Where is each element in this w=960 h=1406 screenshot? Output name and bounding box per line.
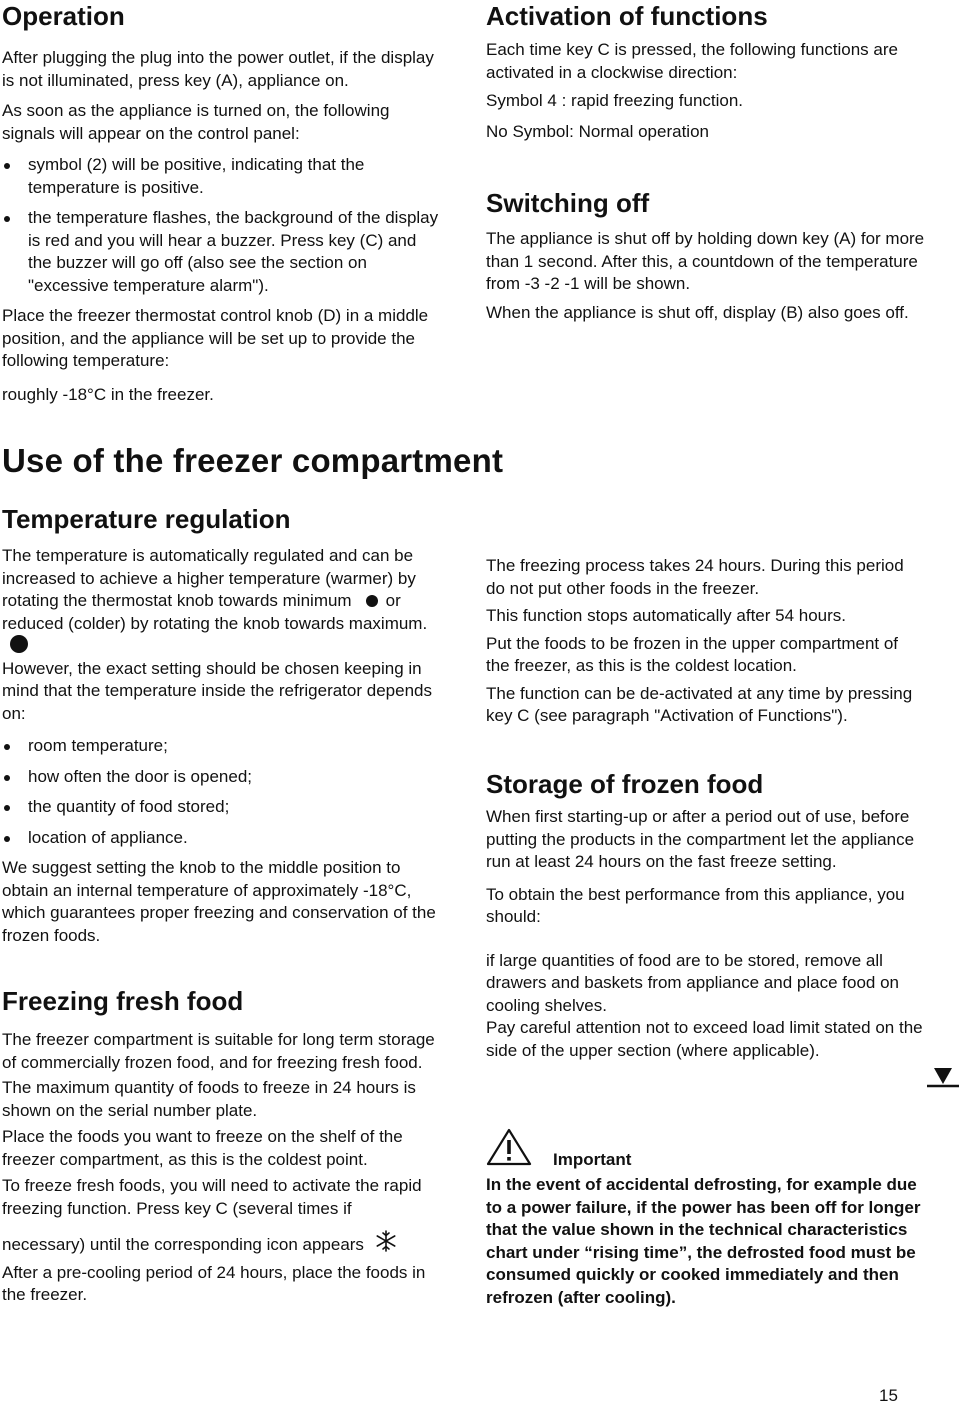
operation-bullets — [2, 154, 442, 297]
operation-bullet: the temperature flashes, the background of the display is red and you will hear a buzzer. Press key (C) and the buzzer will go off (also see the section on "excessive temperature alarm"). — [2, 207, 442, 297]
operation-section — [2, 2, 442, 406]
temp-reg-list — [2, 735, 442, 849]
freezing-p3: Place the foods you want to freeze on the shelf of the freezer compartment, as this is the coldest point. — [2, 1127, 403, 1169]
storage-p4: Pay careful attention not to exceed load limit stated on the side of the upper section (where applicable). — [486, 1018, 923, 1060]
freezing-p5: necessary) until the corresponding icon appears — [2, 1235, 364, 1254]
temp-reg-item: how often the door is opened; — [2, 766, 442, 789]
activation-section — [486, 2, 936, 143]
temperature-regulation-title: Temperature regulation — [2, 504, 291, 534]
temp-reg-p1b: or reduced (colder) by rotating the knob towards maximum. — [2, 591, 428, 633]
temp-reg-item: location of appliance. — [2, 827, 442, 850]
freezing-title: Freezing fresh food — [2, 986, 244, 1016]
temp-reg-p1a: The temperature is automatically regulated and can be increased to achieve a higher temperature (warmer) by rotating the thermostat knob towards minimum — [2, 546, 416, 610]
storage-p2: To obtain the best performance from this appliance, you should: — [486, 884, 905, 926]
operation-p3: Place the freezer thermostat control knob (D) in a middle position, and the appliance will be set up to provide the following temperature: — [2, 306, 429, 370]
right-p2: This function stops automatically after 54 hours. — [486, 606, 847, 625]
switching-p2: When the appliance is shut off, display (B) also goes off. — [486, 302, 909, 322]
dot-large-icon — [10, 635, 28, 653]
important-text-box — [486, 1174, 931, 1309]
right-p4: The function can be de-activated at any time by pressing key C (see paragraph "Activation of Functions"). — [486, 683, 913, 725]
temp-reg-item: room temperature; — [2, 735, 442, 758]
activation-p3: No Symbol: Normal operation — [486, 121, 709, 141]
switching-section — [486, 189, 926, 324]
temp-reg-p2: We suggest setting the knob to the middle position to obtain an internal temperature of approximately -18°C, which guarantees proper freezing and conservation of the frozen foods. — [2, 858, 436, 945]
switching-title: Switching off — [486, 188, 650, 218]
warning-triangle-icon — [485, 1127, 533, 1172]
freezing-p5-line — [2, 1230, 442, 1259]
page-number: 15 — [879, 1386, 898, 1405]
right-p1: The freezing process takes 24 hours. During this period do not put other foods in the freezer. — [486, 556, 904, 598]
important-label: Important — [553, 1150, 632, 1169]
freezing-p4: To freeze fresh foods, you will need to activate the rapid freezing function. Press key C (several times if — [2, 1176, 422, 1218]
activation-title: Activation of functions — [486, 1, 768, 31]
activation-p2: Symbol 4 : rapid freezing function. — [486, 91, 744, 110]
right-p3: Put the foods to be frozen in the upper compartment of the freezer, as this is the coldest location. — [486, 633, 899, 675]
freezing-p1: The freezer compartment is suitable for long term storage of commercially frozen food, and for freezing fresh food. — [2, 1030, 435, 1072]
freezing-p6: After a pre-cooling period of 24 hours, place the foods in the freezer. — [2, 1262, 426, 1304]
freezing-section — [2, 987, 442, 1307]
operation-p2: As soon as the appliance is turned on, the following signals will appear on the control panel: — [2, 101, 390, 143]
use-title: Use of the freezer compartment — [2, 442, 504, 479]
dot-small-icon — [366, 595, 378, 607]
storage-p3: if large quantities of food are to be stored, remove all drawers and baskets from appliance and place food on cooling shelves. — [486, 950, 899, 1015]
load-limit-icon — [926, 1065, 960, 1094]
freezing-p2: The maximum quantity of foods to freeze in 24 hours is shown on the serial number plate. — [2, 1078, 416, 1120]
switching-p1: The appliance is shut off by holding down key (A) for more than 1 second. After this, a countdown of the temperature from -3 -2 -1 will be shown. — [486, 229, 925, 293]
important-text: In the event of accidental defrosting, for example due to a power failure, if the power has been off for longer that the value shown in the technical characteristics chart under “rising time”, the defrosted food must be consumed quickly or cooked immediately and then refrozen (after cooling). — [486, 1175, 921, 1307]
storage-p1: When first starting-up or after a period out of use, before putting the products in the compartment let the appliance run at least 24 hours on the fast freeze setting. — [486, 807, 915, 871]
activation-p1: Each time key C is pressed, the following functions are activated in a clockwise direction: — [486, 40, 898, 82]
freezing-process-section — [486, 555, 926, 728]
operation-p1: After plugging the plug into the power outlet, if the display is not illuminated, press key (A), appliance on. — [2, 48, 434, 90]
temperature-regulation-section — [2, 505, 442, 947]
temp-reg-p1c: However, the exact setting should be chosen keeping in mind that the temperature inside the refrigerator depends on: — [2, 658, 432, 723]
operation-bullet: symbol (2) will be positive, indicating that the temperature is positive. — [2, 154, 442, 199]
temp-reg-item: the quantity of food stored; — [2, 796, 442, 819]
temperature-regulation-p1 — [2, 545, 442, 658]
storage-title: Storage of frozen food — [486, 769, 764, 799]
operation-title: Operation — [2, 1, 125, 31]
snowflake-icon — [375, 1230, 397, 1259]
important-label-box — [553, 1149, 631, 1172]
operation-p4: roughly -18°C in the freezer. — [2, 384, 214, 404]
storage-section — [486, 770, 926, 1062]
